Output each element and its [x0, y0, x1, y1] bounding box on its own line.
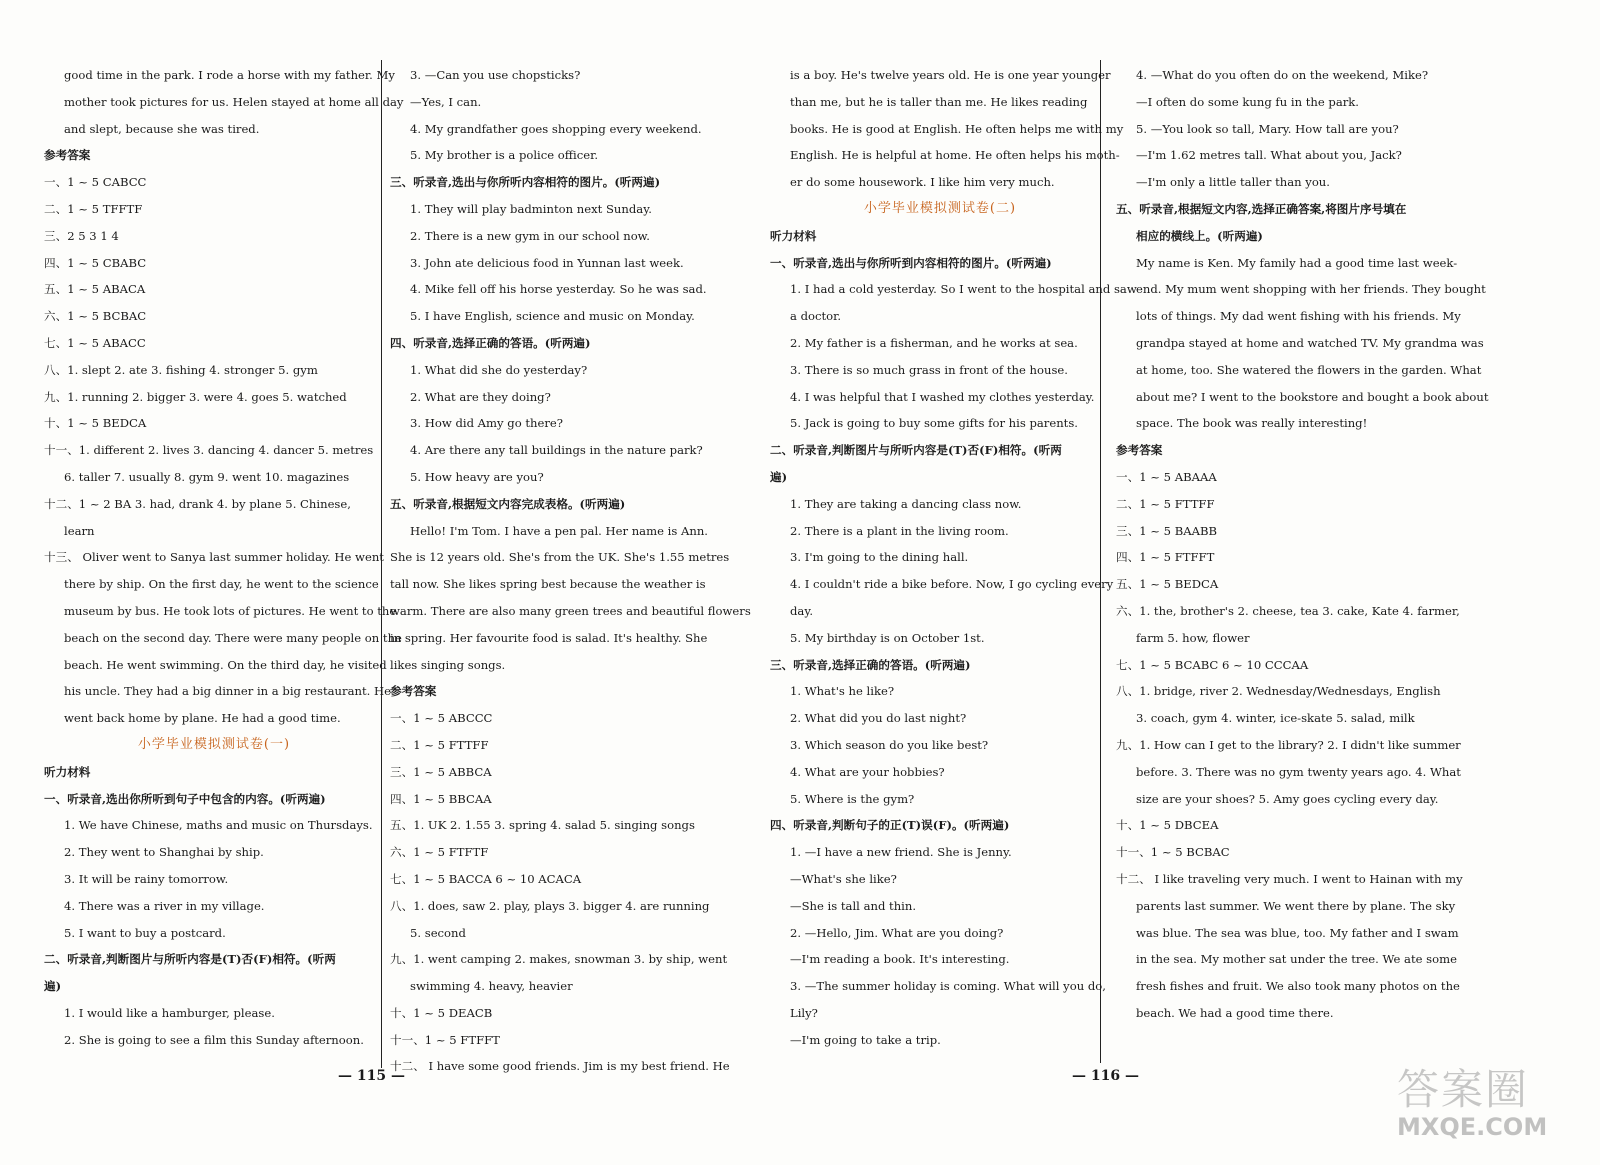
text-line: 3. I'm going to the dining hall. — [790, 550, 969, 565]
text-line: —She is tall and thin. — [790, 898, 917, 913]
text-line: Lily? — [790, 1005, 818, 1020]
text-line: 六、1 ~ 5 BCBAC — [44, 309, 147, 324]
text-line: 三、1 ~ 5 BAABB — [1116, 523, 1218, 538]
section-heading: 四、听录音,选择正确的答语。(听两遍) — [390, 335, 591, 350]
text-line: grandpa stayed at home and watched TV. My grandma was — [1136, 335, 1484, 350]
text-line: 1. We have Chinese, maths and music on Thursdays. — [64, 818, 373, 833]
text-line: 3. There is so much grass in front of the house. — [790, 362, 1068, 377]
text-line: farm 5. how, flower — [1136, 630, 1250, 645]
text-line: 六、1. the, brother's 2. cheese, tea 3. cake, Kate 4. farmer, — [1116, 603, 1460, 618]
text-line: parents last summer. We went there by plane. The sky — [1136, 898, 1456, 913]
text-line: 七、1 ~ 5 ABACC — [44, 335, 146, 350]
text-line: 5. Where is the gym? — [790, 791, 915, 806]
text-line: 1. I had a cold yesterday. So I went to the hospital and saw — [790, 282, 1137, 297]
text-line: was blue. The sea was blue, too. My father and I swam — [1136, 925, 1459, 940]
text-line: learn — [64, 523, 95, 538]
watermark-cn: 答案圈 — [1397, 1065, 1530, 1114]
text-line: space. The book was really interesting! — [1136, 416, 1368, 431]
text-line: 九、1. running 2. bigger 3. were 4. goes 5. watched — [44, 389, 347, 404]
text-line: 十、1 ~ 5 BEDCA — [44, 416, 147, 431]
text-line: 2. They went to Shanghai by ship. — [64, 845, 264, 860]
text-column-2 — [390, 62, 751, 1080]
text-line: 十、1 ~ 5 DBCEA — [1116, 818, 1219, 833]
watermark-en: MXQE.COM — [1397, 1113, 1548, 1141]
text-line: and slept, because she was tired. — [64, 121, 260, 136]
text-line: 5. second — [410, 925, 466, 940]
text-line: —I often do some kung fu in the park. — [1136, 94, 1359, 109]
text-line: 3. Which season do you like best? — [790, 737, 989, 752]
text-line: in the sea. My mother sat under the tree. We ate some — [1136, 952, 1457, 967]
section-heading: 五、听录音,根据短文内容完成表格。(听两遍) — [390, 496, 626, 511]
section-heading: 二、听录音,判断图片与所听内容是(T)否(F)相符。(听两 — [44, 952, 336, 967]
text-line: likes singing songs. — [390, 657, 506, 672]
text-line: 5. My birthday is on October 1st. — [790, 630, 985, 645]
text-line: 3. How did Amy go there? — [410, 416, 563, 431]
text-line: 3. —The summer holiday is coming. What will you do, — [790, 979, 1106, 994]
text-line: museum by bus. He took lots of pictures. He went to the — [64, 603, 397, 618]
text-line: his uncle. They had a big dinner in a big restaurant. He — [64, 684, 391, 699]
text-line: 2. There is a plant in the living room. — [790, 523, 1009, 538]
section-heading: 遍) — [770, 469, 788, 484]
text-line: 5. My brother is a police officer. — [410, 148, 599, 163]
text-line: English. He is helpful at home. He often helps his moth- — [790, 148, 1120, 163]
text-line: 3. —Can you use chopsticks? — [410, 68, 581, 82]
test-title: 小学毕业模拟测试卷(一) — [137, 736, 291, 752]
text-line: 5. I have English, science and music on Monday. — [410, 309, 695, 324]
section-heading: 参考答案 — [390, 684, 437, 699]
text-line: at home, too. She watered the flowers in the garden. What — [1136, 362, 1482, 377]
text-line: 1. I would like a hamburger, please. — [64, 1005, 275, 1020]
text-line: —I'm only a little taller than you. — [1136, 175, 1330, 190]
section-heading: 二、听录音,判断图片与所听内容是(T)否(F)相符。(听两 — [770, 443, 1062, 458]
text-line: 5. How heavy are you? — [410, 469, 544, 484]
text-line: 3. John ate delicious food in Yunnan last week. — [410, 255, 684, 270]
text-column-4 — [1116, 62, 1489, 1027]
text-line: 2. —Hello, Jim. What are you doing? — [790, 925, 1004, 940]
text-line: 4. Are there any tall buildings in the nature park? — [410, 443, 703, 458]
text-line: is a boy. He's twelve years old. He is one year younger — [790, 68, 1111, 82]
text-line: 五、1 ~ 5 BEDCA — [1116, 577, 1219, 592]
text-line: beach on the second day. There were many people on the — [64, 630, 402, 645]
text-line: 一、1 ~ 5 ABAAA — [1116, 469, 1217, 484]
text-line: in spring. Her favourite food is salad. It's healthy. She — [390, 630, 708, 645]
text-line: 1. —I have a new friend. She is Jenny. — [790, 845, 1012, 860]
text-line: 4. What are your hobbies? — [790, 764, 945, 779]
section-heading: 一、听录音,选出与你所听到内容相符的图片。(听两遍) — [770, 255, 1052, 270]
text-line: 八、1. does, saw 2. play, plays 3. bigger 4. are running — [390, 898, 710, 913]
text-line: er do some housework. I like him very much. — [790, 175, 1055, 190]
text-line: 2. There is a new gym in our school now. — [410, 228, 650, 243]
text-line: —Yes, I can. — [410, 94, 482, 109]
text-line: 4. My grandfather goes shopping every weekend. — [410, 121, 702, 136]
section-heading: 四、听录音,判断句子的正(T)误(F)。(听两遍) — [770, 818, 1010, 833]
text-line: 1. They are taking a dancing class now. — [790, 496, 1022, 511]
test-title: 小学毕业模拟测试卷(二) — [863, 200, 1017, 216]
text-line: —I'm reading a book. It's interesting. — [790, 952, 1010, 967]
text-line: 4. I was helpful that I washed my clothes yesterday. — [790, 389, 1095, 404]
text-line: tall now. She likes spring best because the weather is — [390, 577, 706, 592]
text-line: swimming 4. heavy, heavier — [410, 979, 573, 994]
section-heading: 三、听录音,选出与你所听内容相符的图片。(听两遍) — [390, 175, 661, 190]
text-line: 十二、 I have some good friends. Jim is my best friend. He — [390, 1059, 730, 1074]
text-line: 一、1 ~ 5 ABCCC — [390, 711, 493, 726]
text-line: 一、1 ~ 5 CABCC — [44, 175, 147, 190]
text-line: 二、1 ~ 5 FTTFF — [1116, 496, 1215, 511]
section-heading: 相应的横线上。(听两遍) — [1136, 228, 1263, 243]
text-line: 1. They will play badminton next Sunday. — [410, 201, 652, 216]
text-line: 七、1 ~ 5 BACCA 6 ~ 10 ACACA — [390, 871, 582, 886]
text-line: 十二、1 ~ 2 BA 3. had, drank 4. by plane 5. Chinese, — [44, 496, 351, 511]
text-line: 2. What did you do last night? — [790, 711, 967, 726]
text-line: 2. She is going to see a film this Sunday afternoon. — [64, 1032, 364, 1047]
section-heading: 遍) — [44, 979, 62, 994]
text-line: 六、1 ~ 5 FTFTF — [390, 845, 489, 860]
text-line: 十一、1 ~ 5 BCBAC — [1116, 845, 1230, 860]
text-line: 八、1. slept 2. ate 3. fishing 4. stronger 5. gym — [44, 362, 318, 377]
text-line: before. 3. There was no gym twenty years ago. 4. What — [1136, 764, 1461, 779]
text-line: 四、1 ~ 5 CBABC — [44, 255, 147, 270]
text-line: Hello! I'm Tom. I have a pen pal. Her name is Ann. — [410, 523, 708, 538]
text-line: beach. He went swimming. On the third day, he visited — [64, 657, 387, 672]
watermark-logo — [1397, 1066, 1562, 1146]
text-line: end. My mum went shopping with her friends. They bought — [1136, 282, 1486, 297]
text-line: 四、1 ~ 5 BBCAA — [390, 791, 492, 806]
section-heading: 听力材料 — [44, 764, 91, 779]
text-line: than me, but he is taller than me. He likes reading — [790, 94, 1088, 109]
text-line: 五、1. UK 2. 1.55 3. spring 4. salad 5. singing songs — [390, 818, 695, 833]
text-line: day. — [790, 603, 814, 618]
section-heading: 听力材料 — [770, 228, 817, 243]
text-line: books. He is good at English. He often helps me with my — [790, 121, 1124, 136]
section-heading: 五、听录音,根据短文内容,选择正确答案,将图片序号填在 — [1116, 201, 1407, 216]
text-line: 十二、 I like traveling very much. I went to Hainan with my — [1116, 871, 1463, 886]
text-line: 七、1 ~ 5 BCABC 6 ~ 10 CCCAA — [1116, 657, 1309, 672]
text-line: She is 12 years old. She's from the UK. She's 1.55 metres — [390, 550, 730, 565]
text-line: mother took pictures for us. Helen stayed at home all day — [64, 94, 404, 109]
text-line: 十一、1. different 2. lives 3. dancing 4. dancer 5. metres — [44, 443, 374, 458]
text-line: there by ship. On the first day, he went to the science — [64, 577, 379, 592]
text-line: 1. What's he like? — [790, 684, 895, 699]
text-line: a doctor. — [790, 309, 842, 324]
text-line: warm. There are also many green trees and beautiful flowers — [390, 603, 751, 618]
text-line: 十一、1 ~ 5 FTFFT — [390, 1032, 500, 1047]
text-line: 九、1. How can I get to the library? 2. I didn't like summer — [1116, 737, 1461, 752]
text-line: 1. What did she do yesterday? — [410, 362, 588, 377]
text-line: lots of things. My dad went fishing with his friends. My — [1136, 309, 1461, 324]
text-line: —I'm going to take a trip. — [790, 1032, 941, 1047]
text-line: 十三、 Oliver went to Sanya last summer holiday. He went — [44, 550, 384, 565]
text-line: 4. I couldn't ride a bike before. Now, I go cycling every — [790, 577, 1114, 592]
section-heading: 参考答案 — [44, 148, 91, 163]
text-line: 五、1 ~ 5 ABACA — [44, 282, 146, 297]
text-line: 四、1 ~ 5 FTFFT — [1116, 550, 1215, 565]
text-line: 5. —You look so tall, Mary. How tall are you? — [1136, 121, 1399, 136]
text-line: —I'm 1.62 metres tall. What about you, Jack? — [1136, 148, 1402, 163]
section-heading: 参考答案 — [1116, 443, 1163, 458]
text-line: 十、1 ~ 5 DEACB — [390, 1005, 493, 1020]
text-line: My name is Ken. My family had a good time last week- — [1136, 255, 1458, 270]
text-line: 二、1 ~ 5 TFFTF — [44, 201, 143, 216]
section-heading: 一、听录音,选出你所听到句子中包含的内容。(听两遍) — [44, 791, 326, 806]
text-line: 4. —What do you often do on the weekend, Mike? — [1136, 68, 1429, 82]
text-line: good time in the park. I rode a horse with my father. My — [64, 68, 395, 82]
text-line: 二、1 ~ 5 FTTFF — [390, 737, 489, 752]
text-line: 6. taller 7. usually 8. gym 9. went 10. magazines — [64, 469, 350, 484]
text-line: 5. I want to buy a postcard. — [64, 925, 226, 940]
text-line: went back home by plane. He had a good time. — [64, 711, 341, 726]
text-line: beach. We had a good time there. — [1136, 1005, 1334, 1020]
section-heading: 三、听录音,选择正确的答语。(听两遍) — [770, 657, 971, 672]
text-line: 2. My father is a fisherman, and he works at sea. — [790, 335, 1078, 350]
text-line: 2. What are they doing? — [410, 389, 551, 404]
text-line: about me? I went to the bookstore and bought a book about — [1136, 389, 1489, 404]
text-line: size are your shoes? 5. Amy goes cycling every day. — [1136, 791, 1439, 806]
text-line: 八、1. bridge, river 2. Wednesday/Wednesdays, English — [1116, 684, 1441, 699]
text-line: —What's she like? — [790, 871, 897, 886]
text-column-1 — [44, 62, 404, 1053]
text-column-3 — [770, 62, 1137, 1053]
text-line: 5. Jack is going to buy some gifts for his parents. — [790, 416, 1078, 431]
text-line: 九、1. went camping 2. makes, snowman 3. by ship, went — [390, 952, 728, 967]
page-number-left: — 115 — — [338, 1068, 405, 1084]
text-line: 4. There was a river in my village. — [64, 898, 265, 913]
text-line: 4. Mike fell off his horse yesterday. So he was sad. — [410, 282, 707, 297]
text-line: 3. coach, gym 4. winter, ice-skate 5. salad, milk — [1136, 711, 1415, 726]
text-line: 3. It will be rainy tomorrow. — [64, 871, 229, 886]
text-line: fresh fishes and fruit. We also took many photos on the — [1136, 979, 1460, 994]
text-line: 三、1 ~ 5 ABBCA — [390, 764, 492, 779]
text-line: 三、2 5 3 1 4 — [44, 228, 119, 243]
page-number-right: — 116 — — [1072, 1068, 1139, 1084]
